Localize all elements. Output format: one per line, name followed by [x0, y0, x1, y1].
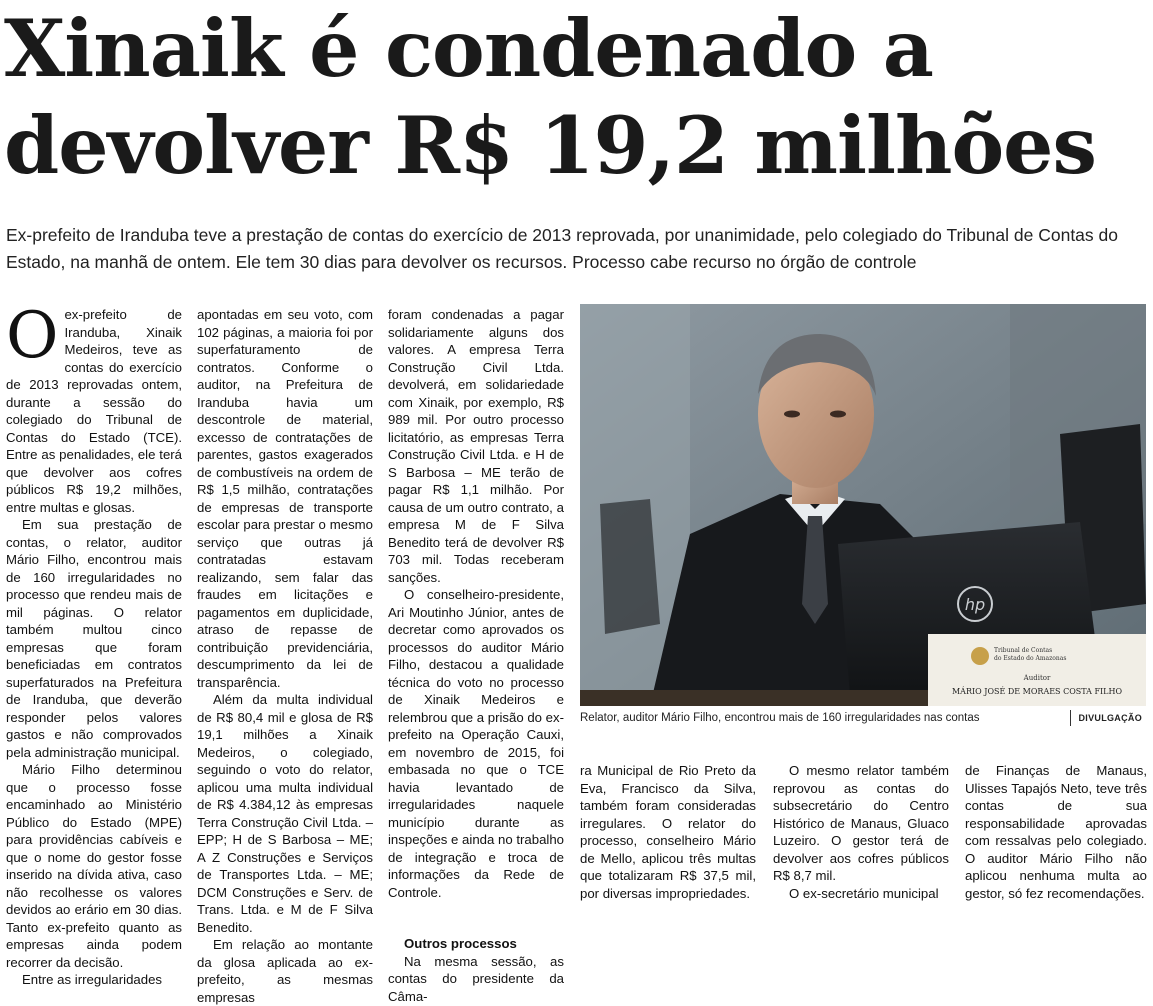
article-paragraph: Mário Filho determinou que o processo fosse encaminhado ao Ministério Público do Estado (MPE) para providências cabíveis e que o nome do gestor fosse inserido na dívida ativa, caso não recolhesse os valores devidos ao erário em 30 dias. Tanto ex-prefeito quanto as empresas ainda podem recorrer da decisão.: [6, 762, 182, 970]
photo-credit: DIVULGAÇÃO: [1070, 710, 1143, 726]
article-photo: [580, 304, 1146, 706]
nameplate-line-1: Tribunal de Contas: [994, 647, 1053, 654]
article-column-2: [197, 306, 373, 1006]
nameplate-line-2: do Estado do Amazonas: [994, 655, 1067, 662]
nameplate-name: MÁRIO JOSÉ DE MORAES COSTA FILHO: [951, 687, 1123, 696]
article-paragraph: O mesmo relator também reprovou as contas do subsecretário do Centro Histórico de Manaus, Gluaco Luzeiro. O gestor terá de devolver aos cofres públicos R$ 8,7 mil.: [773, 763, 949, 883]
article-paragraph: Na mesma sessão, as contas do presidente da Câma-: [388, 953, 564, 1004]
article-paragraph: Além da multa individual de R$ 80,4 mil e glosa de R$ 19,1 milhões a Xinaik Medeiros, o colegiado, seguindo o voto do relator, aplicou uma multa individual de R$ 4.384,12 às empresas Terra Construção Civil Ltda. – EPP; H de S Barbosa – ME; A Z Construções e Serviços de Transportes Ltda. – ME; DCM Construções e Serv. de Trans. Ltda. e M de F Silva Benedito.: [197, 692, 373, 935]
photo-caption: [580, 710, 1146, 728]
article-paragraph: O conselheiro-presidente, Ari Moutinho Júnior, antes de decretar como aprovados os processos do auditor Mário Filho, destacou a qualidade técnica do voto no processo de Xinaik Medeiros e relembrou que a prisão do ex-prefeito na Operação Cauxi, em novembro de 2015, foi embasada no que o TCE havia levantado de irregularidades naquele município durante as inspeções e ainda no trabalho de integração e troca de informações da Rede de Controle.: [388, 587, 564, 900]
section-subtitle: Outros processos: [404, 936, 517, 951]
article-paragraph: Entre as irregularidades: [22, 972, 163, 987]
nameplate-role: Auditor: [1023, 674, 1051, 682]
headline: [4, 0, 1149, 194]
article-paragraph: Oex-prefeito de Iranduba, Xinaik Medeiros, teve as contas do exercício de 2013 reprovadas ontem, durante a sessão do colegiado do Tribunal de Contas do Estado (TCE). Entre as penalidades, ele terá que devolver aos cofres públicos R$ 19,2 milhões, entre multas e glosas.: [6, 299, 182, 515]
article-column-4: [580, 762, 756, 902]
photo-illustration: [580, 304, 1146, 706]
article-paragraph: Em sua prestação de contas, o relator, auditor Mário Filho, encontrou mais de 160 irregularidades no processo que rendeu mais de mil páginas. O relator também multou cinco empresas que foram beneficiadas em contratos superfaturados na Prefeitura de Iranduba, que deverão responder pelos valores gastos e não comprovados pela administração municipal.: [6, 517, 182, 760]
headline-line-2: devolver R$ 19,2 milhões: [4, 99, 1096, 192]
article-paragraph: foram condenadas a pagar solidariamente alguns dos valores. A empresa Terra Construção Civil Ltda. devolverá, em solidariedade com Xinaik, por exemplo, R$ 989 mil. Por outro processo licitatório, as empresas Terra Construção Civil Ltda. e H de S Barbosa – ME terão de pagar R$ 1,1 milhão. Por causa de um outro contrato, a empresa M de F Silva Benedito terá de devolver R$ 703 mil. Todas receberam sanções.: [388, 307, 564, 585]
article-paragraph: ra Municipal de Rio Preto da Eva, Francisco da Silva, também foram consideradas irregulares. O relator do processo, conselheiro Mário de Mello, aplicou três multas que totalizaram R$ 37,5 mil, por diversas impropriedades.: [580, 763, 756, 901]
article-paragraph: apontadas em seu voto, com 102 páginas, a maioria foi por superfaturamento de contratos. Conforme o auditor, na Prefeitura de Iranduba havia um descontrole de material, excesso de contratações de parentes, gastos exagerados de combustíveis na ordem de R$ 1,5 milhão, contratações de empresas de transporte escolar para prestar o mesmo serviço que outras já contratadas estavam realizando, sem falar das fraudes em licitações e pagamentos em duplicidade, atraso de repasse de contribuição previdenciária, descumprimento da lei de transparência.: [197, 307, 373, 690]
headline-line-1: Xinaik é condenado a: [4, 2, 933, 95]
article-paragraph: de Finanças de Manaus, Ulisses Tapajós Neto, teve três contas de sua responsabilidade aprovadas com ressalvas pelo colegiado. O auditor Mário Filho não aplicou nenhuma multa ao gestor, só fez recomendações.: [965, 763, 1147, 901]
article-paragraph: Em relação ao montante da glosa aplicada ao ex-prefeito, as mesmas empresas: [197, 937, 373, 1005]
article-column-1: [6, 299, 182, 989]
article-paragraph: O ex-secretário municipal: [789, 885, 939, 901]
caption-text: Relator, auditor Mário Filho, encontrou mais de 160 irregularidades nas contas: [580, 712, 980, 724]
article-column-3: [388, 306, 564, 1005]
article-column-6: [965, 762, 1147, 902]
subheadline: Ex-prefeito de Iranduba teve a prestação de contas do exercício de 2013 reprovada, por unanimidade, pelo colegiado do Tribunal de Contas do Estado, na manhã de ontem. Ele tem 30 dias para devolver os recursos. Processo cabe recurso no órgão de controle: [6, 225, 1118, 272]
drop-cap: O: [6, 299, 59, 373]
article-column-5: [773, 762, 949, 902]
laptop-logo: hp: [964, 595, 986, 614]
